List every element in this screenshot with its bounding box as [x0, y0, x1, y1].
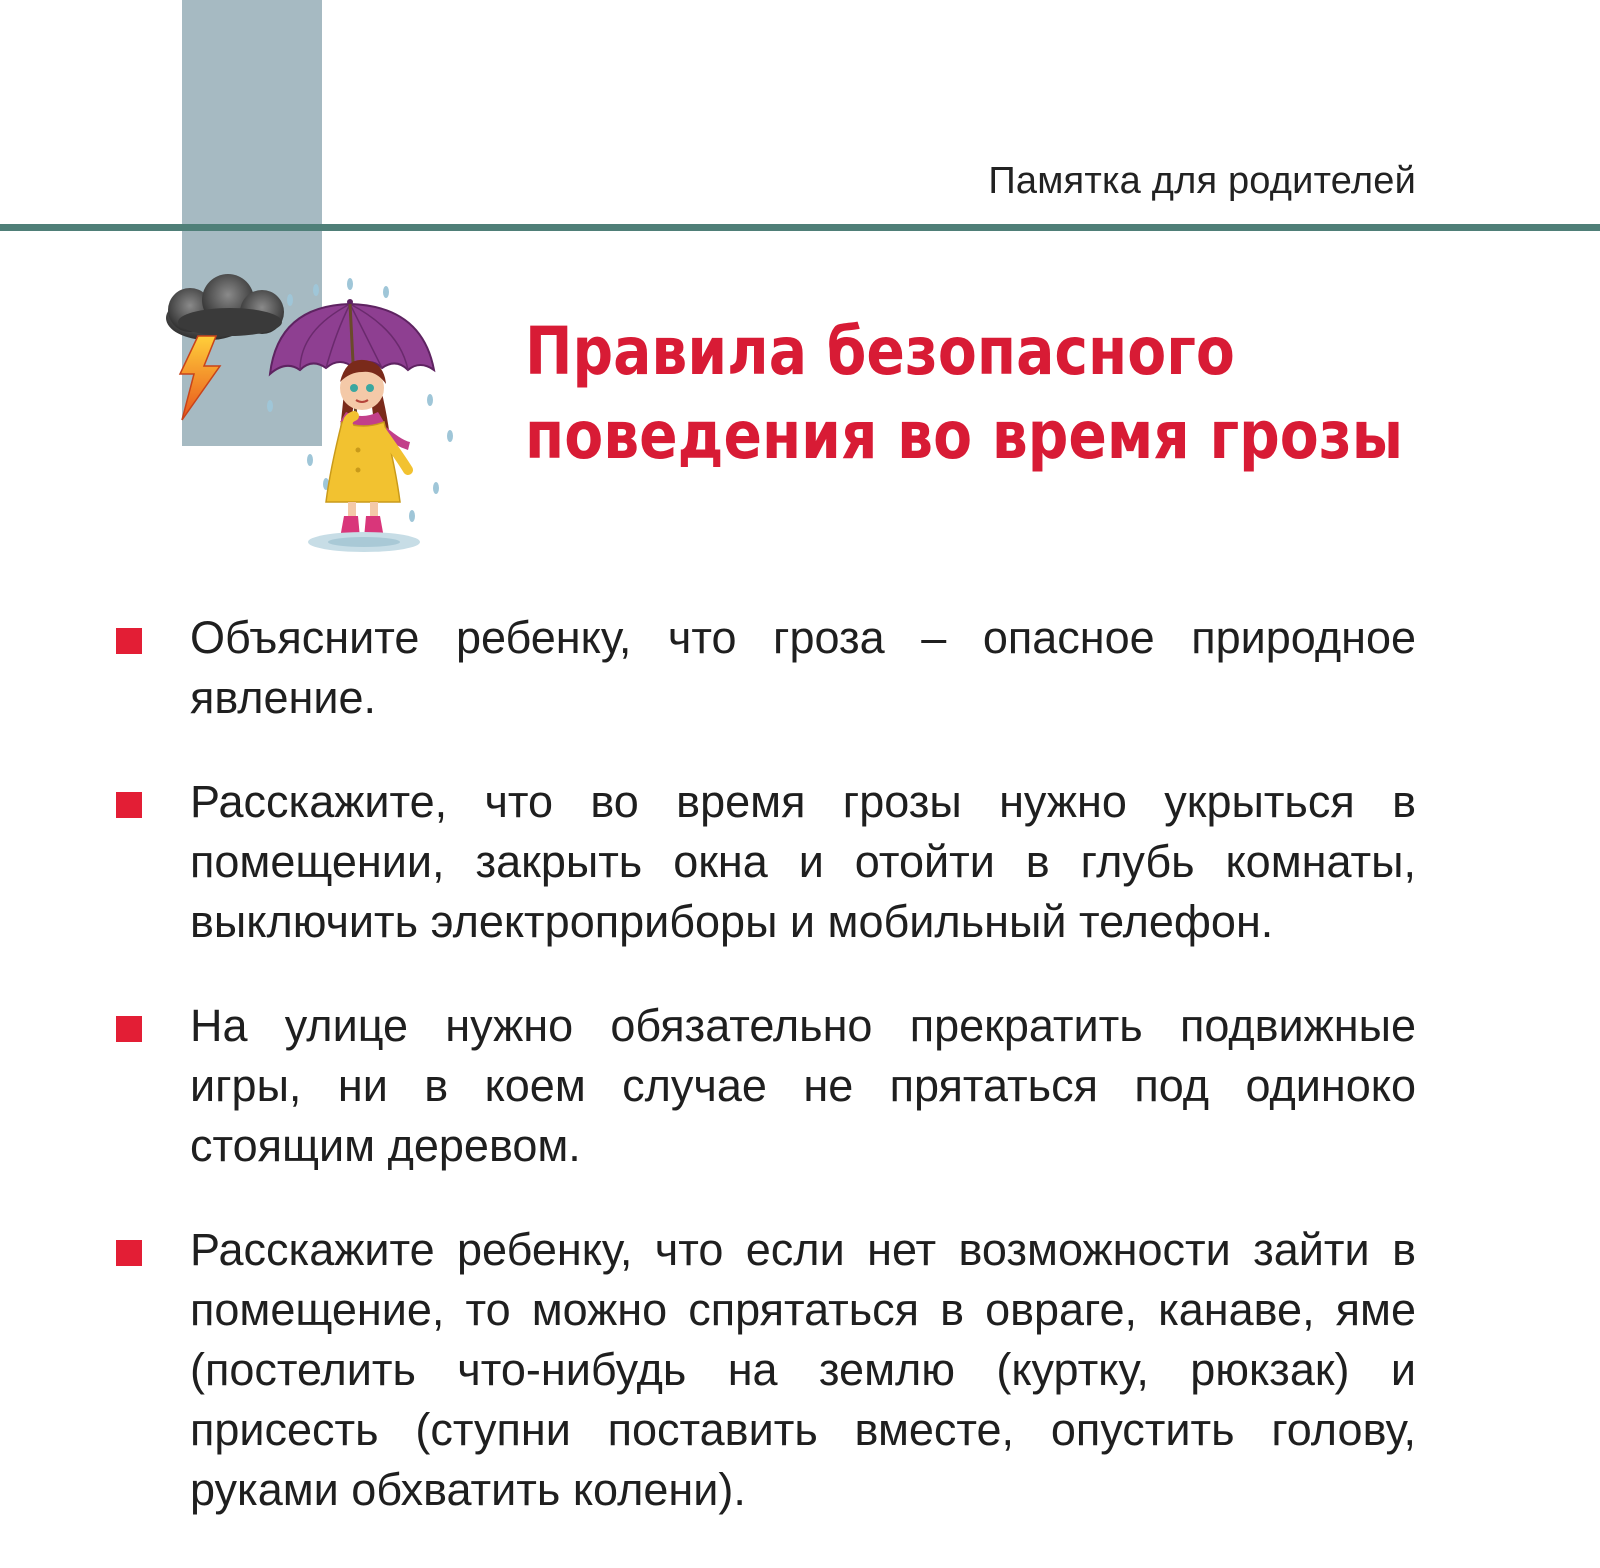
- header-rule: [0, 224, 1600, 231]
- red-square-bullet-icon: [116, 628, 142, 654]
- red-square-bullet-icon: [116, 792, 142, 818]
- list-item: [116, 1220, 1416, 1520]
- rules-list: [116, 608, 1416, 1564]
- girl-with-umbrella-icon: [150, 270, 470, 570]
- thundercloud-icon: [166, 274, 284, 340]
- page-title: [525, 310, 1404, 478]
- list-item: [116, 608, 1416, 728]
- list-item: [116, 772, 1416, 952]
- red-square-bullet-icon: [116, 1240, 142, 1266]
- list-item: [116, 996, 1416, 1176]
- header-label: Памятка для родителей: [988, 160, 1416, 202]
- rule-text: Расскажите ребенку, что если нет возможности зайти в помещение, то можно спрятаться в овраге, канаве, яме (постелить что-нибудь на землю (куртку, рюкзак) и присесть (ступни поставить вместе, опустить голову, руками обхватить колени).: [190, 1224, 1416, 1515]
- rule-text: Расскажите, что во время грозы нужно укрыться в помещении, закрыть окна и отойти в глубь комнаты, выключить электроприборы и мобильный телефон.: [190, 776, 1416, 947]
- title-line-2: поведения во время грозы: [525, 397, 1404, 474]
- title-line-1: Правила безопасного: [525, 313, 1235, 390]
- lightning-bolt-icon: [180, 336, 220, 420]
- rule-text: Объясните ребенку, что гроза – опасное природное явление.: [190, 612, 1416, 723]
- red-square-bullet-icon: [116, 1016, 142, 1042]
- rule-text: На улице нужно обязательно прекратить подвижные игры, ни в коем случае не прятаться под одиноко стоящим деревом.: [190, 1000, 1416, 1171]
